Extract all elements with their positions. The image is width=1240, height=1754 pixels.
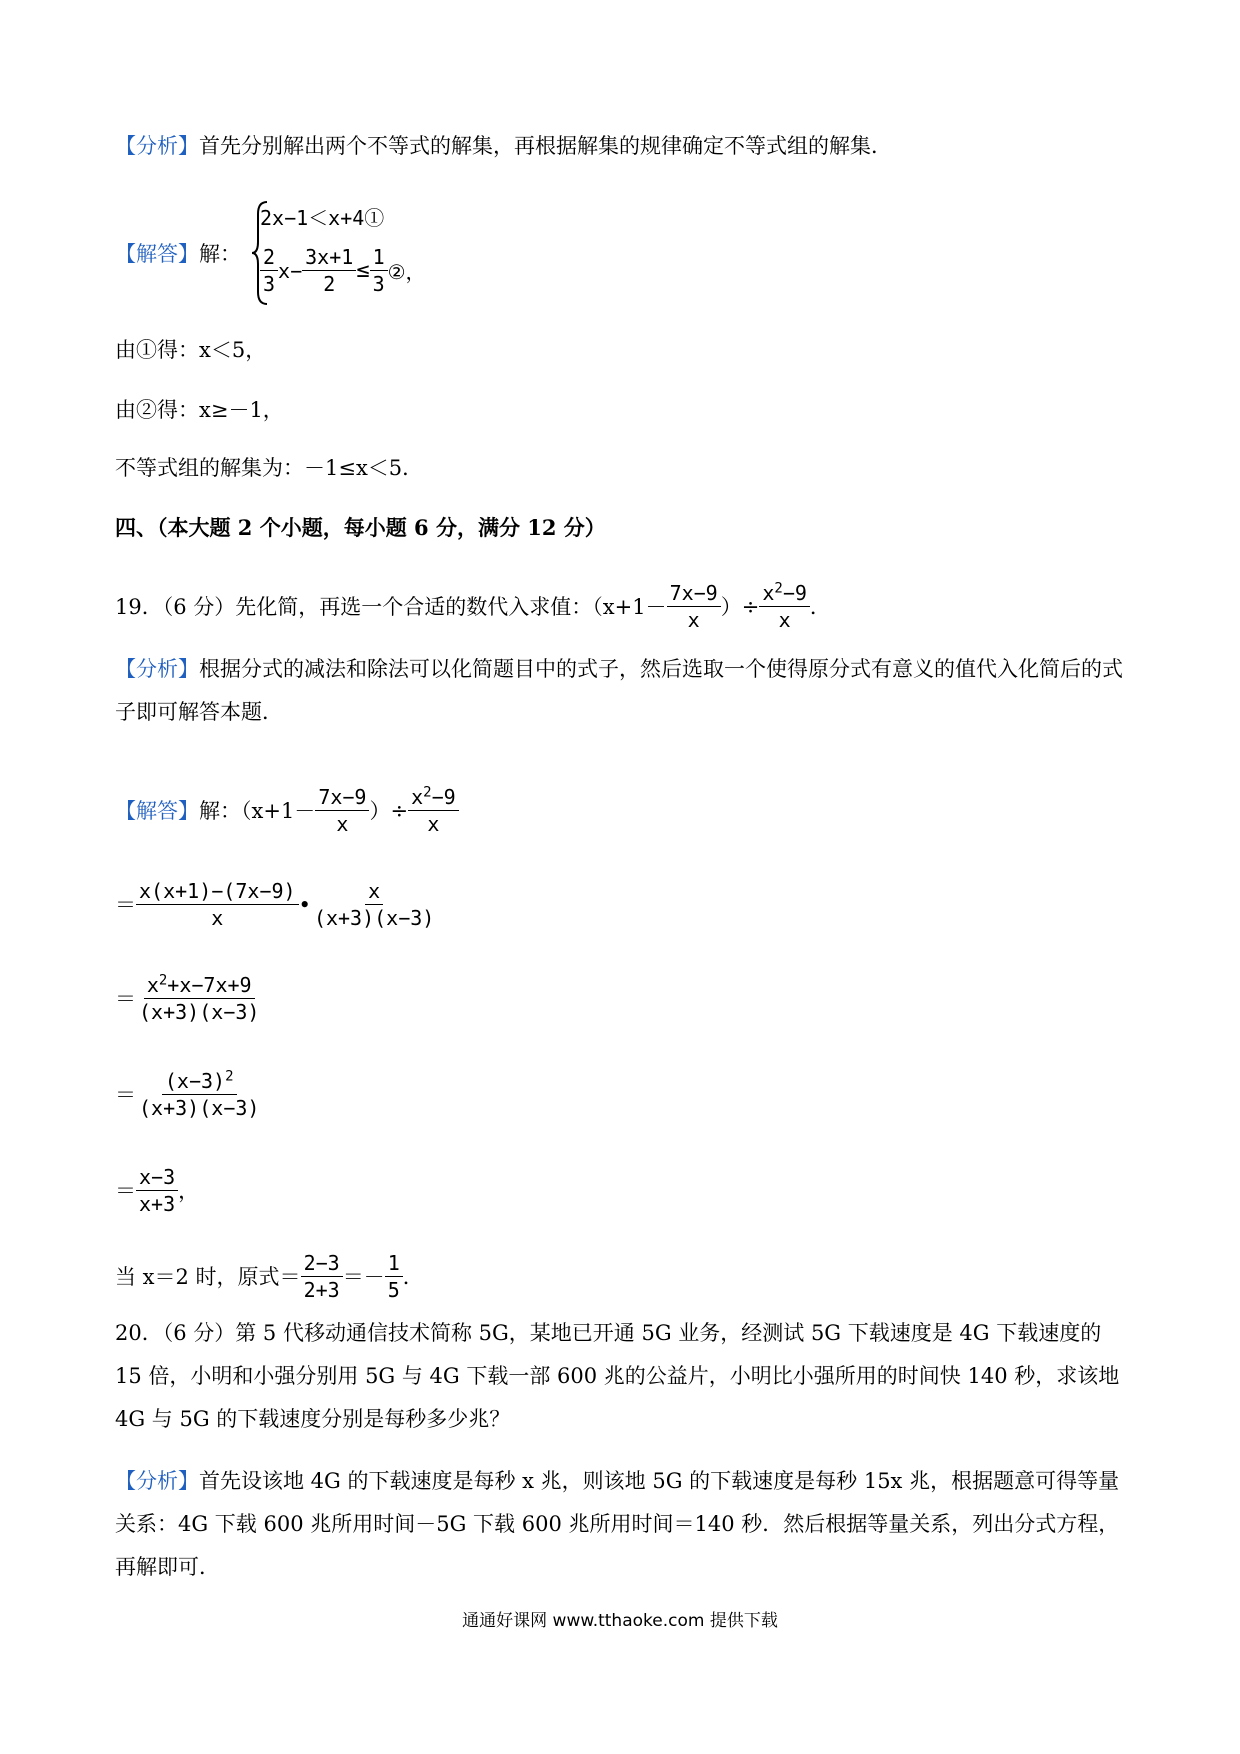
fraction: $\frac{2-3}{2+3}$ xyxy=(301,1250,343,1303)
q20-analysis xyxy=(115,1460,1133,1589)
q19-stem: 19．（6 分）先化简，再选一个合适的数代入求值：（x+1－ $\frac{7x-9}{x}$ ）÷ $\frac{x^2-9}{x}$ ． xyxy=(115,580,831,632)
fraction: $\frac{x-3}{x+3}$ xyxy=(136,1164,178,1217)
analysis-tag: 【分析】 xyxy=(115,1469,199,1493)
q18-analysis xyxy=(115,132,892,160)
fraction: $\frac{3x+1}{2}$ xyxy=(302,244,356,297)
q19-final: 当 x＝2 时，原式＝ $\frac{2-3}{2+3}$ ＝－ $\frac{1}{5}$ ． xyxy=(115,1251,424,1302)
answer-tag: 【解答】 xyxy=(115,798,199,823)
inequality-1: 2x−1＜x+4① xyxy=(260,206,385,230)
analysis-text: 首先设该地 4G 的下载速度是每秒 x 兆，则该地 5G 的下载速度是每秒 15x 兆，根据题意可得等量关系：4G 下载 600 兆所用时间－5G 下载 600 兆所用时间＝140 秒．然后根据等量关系，列出分式方程，再解即可． xyxy=(115,1469,1120,1579)
q19-step-1: ＝ $\frac{x(x+1)-(7x-9)}{x}$ • $\frac{x}{(x+3)(x-3)}$ xyxy=(115,878,437,931)
q19-answer-lead: 【解答】 解：（x+1－ $\frac{7x-9}{x}$ ）÷ $\frac{x^2-9}{x}$ xyxy=(115,784,459,837)
q18-solution-set: 不等式组的解集为：－1≤x＜5． xyxy=(115,456,424,480)
analysis-tag: 【分析】 xyxy=(115,657,199,681)
q20-stem: 20．（6 分）第 5 代移动通信技术简称 5G，某地已开通 5G 业务，经测试 5G 下载速度是 4G 下载速度的 15 倍，小明和小强分别用 5G 与 4G 下载一部 600 兆的公益片，小明比小强所用的时间快 140 秒，求该地 4G 与 5G 的下载速度分别是每秒多少兆？ xyxy=(115,1321,1120,1431)
inequality-system xyxy=(250,200,460,306)
answer-tag: 【解答】 xyxy=(115,242,199,266)
fraction: $\frac{x}{(x+3)(x-3)}$ xyxy=(313,879,435,930)
fraction: $\frac{x^2-9}{x}$ xyxy=(759,580,810,633)
q19-step-4: ＝ $\frac{x-3}{x+3}$ ， xyxy=(115,1165,200,1216)
fraction: $\frac{7x-9}{x}$ xyxy=(315,784,369,837)
section-heading: 四、（本大题 2 个小题，每小题 6 分，满分 12 分） xyxy=(115,515,606,540)
fraction: $\frac{2}{3}$ xyxy=(260,244,278,297)
fraction: $\frac{1}{3}$ xyxy=(370,244,388,297)
q18-answer-lead xyxy=(115,240,241,268)
fraction: $\frac{1}{5}$ xyxy=(385,1250,403,1303)
q19-analysis xyxy=(115,648,1133,734)
fraction: $\frac{(x-3)^2}{(x+3)(x-3)}$ xyxy=(139,1068,260,1120)
analysis-text: 根据分式的减法和除法可以化简题目中的式子，然后选取一个使得原分式有意义的值代入化简后的式子即可解答本题． xyxy=(115,657,1123,724)
fraction: $\frac{x(x+1)-(7x-9)}{x}$ xyxy=(136,878,299,931)
analysis-text: 首先分别解出两个不等式的解集，再根据解集的规律确定不等式组的解集． xyxy=(199,134,892,158)
q18-step-2: 由②得：x≥－1， xyxy=(115,398,284,422)
analysis-tag: 【分析】 xyxy=(115,134,199,158)
inequality-2: $\frac{2}{3}$ x− $\frac{3x+1}{2}$ ≤ $\frac{1}{3}$ ②， xyxy=(260,244,426,297)
q18-step-1: 由①得：x＜5， xyxy=(115,338,267,362)
q19-step-3: ＝ $\frac{(x-3)^2}{(x+3)(x-3)}$ xyxy=(115,1068,262,1121)
q19-step-2: ＝ $\frac{x^2+x-7x+9}{(x+3)(x-3)}$ xyxy=(115,972,262,1025)
answer-lead-text: 解： xyxy=(199,242,241,266)
fraction: $\frac{x^2-9}{x}$ xyxy=(408,784,459,837)
fraction: $\frac{7x-9}{x}$ xyxy=(667,580,721,633)
fraction: $\frac{x^2+x-7x+9}{(x+3)(x-3)}$ xyxy=(139,972,260,1024)
page-footer: 通通好课网 www.tthaoke.com 提供下载 xyxy=(462,1611,778,1631)
